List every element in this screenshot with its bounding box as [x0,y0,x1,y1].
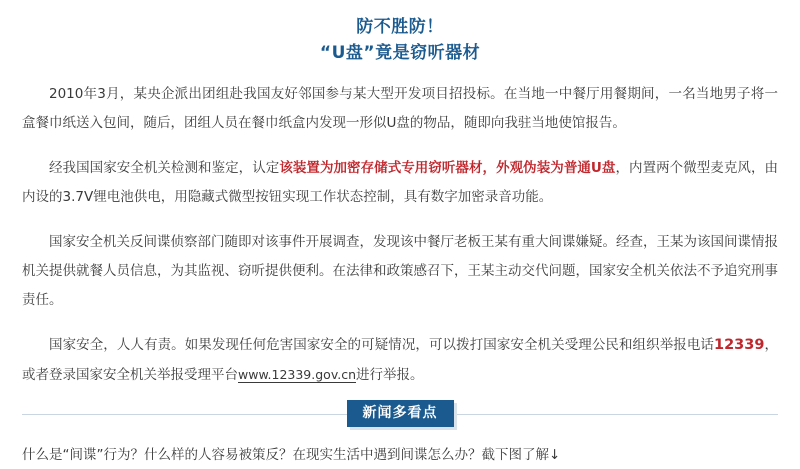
paragraph-2-lead: 经我国国家安全机关检测和鉴定，认定 [49,160,280,176]
paragraph-4-lead: 国家安全，人人有责。如果发现任何危害国家安全的可疑情况，可以拨打国家安全机关受理公民和组织举报电话 [49,337,714,353]
paragraph-4 [22,331,778,390]
article-title [22,14,778,66]
section-banner [22,400,778,427]
title-line-2: “U盘”竟是窃听器材 [319,43,481,63]
paragraph-3: 国家安全机关反间谍侦察部门随即对该事件开展调查，发现该中餐厅老板王某有重大间谍嫌疑。经查，王某为该国间谍情报机关提供就餐人员信息，为其监视、窃听提供便利。在法律和政策感召下，王某主动交代问题，国家安全机关依法不予追究刑事责任。 [22,234,778,308]
paragraph-2-highlight: 该装置为加密存储式专用窃听器材，外观伪装为普通U盘 [279,160,616,176]
paragraph-4-mid: ，或者登录国家安全机关举报受理平台 [22,337,779,383]
section-banner-label: 新闻多看点 [347,400,454,427]
footer-question: 什么是“间谍”行为？什么样的人容易被策反？在现实生活中遇到间谍怎么办？截下图了解↓ [22,447,561,463]
paragraph-4-tail: 进行举报。 [356,367,424,383]
paragraph-2-tail: ，内置两个微型麦克风，由内设的3.7V锂电池供电，用隐藏式微型按钮实现工作状态控制，具有数字加密录音功能。 [22,160,778,205]
paragraph-2 [22,154,778,212]
hotline-number: 12339 [713,337,765,353]
article-body [22,80,778,390]
report-platform-url[interactable]: www.12339.gov.cn [238,367,357,382]
title-line-1: 防不胜防！ [356,17,444,37]
paragraph-1: 2010年3月，某央企派出团组赴我国友好邻国参与某大型开发项目招投标。在当地一中餐厅用餐期间，一名当地男子将一盒餐巾纸送入包间，随后，团组人员在餐巾纸盒内发现一形似U盘的物品，随即向我驻当地使馆报告。 [22,86,778,131]
